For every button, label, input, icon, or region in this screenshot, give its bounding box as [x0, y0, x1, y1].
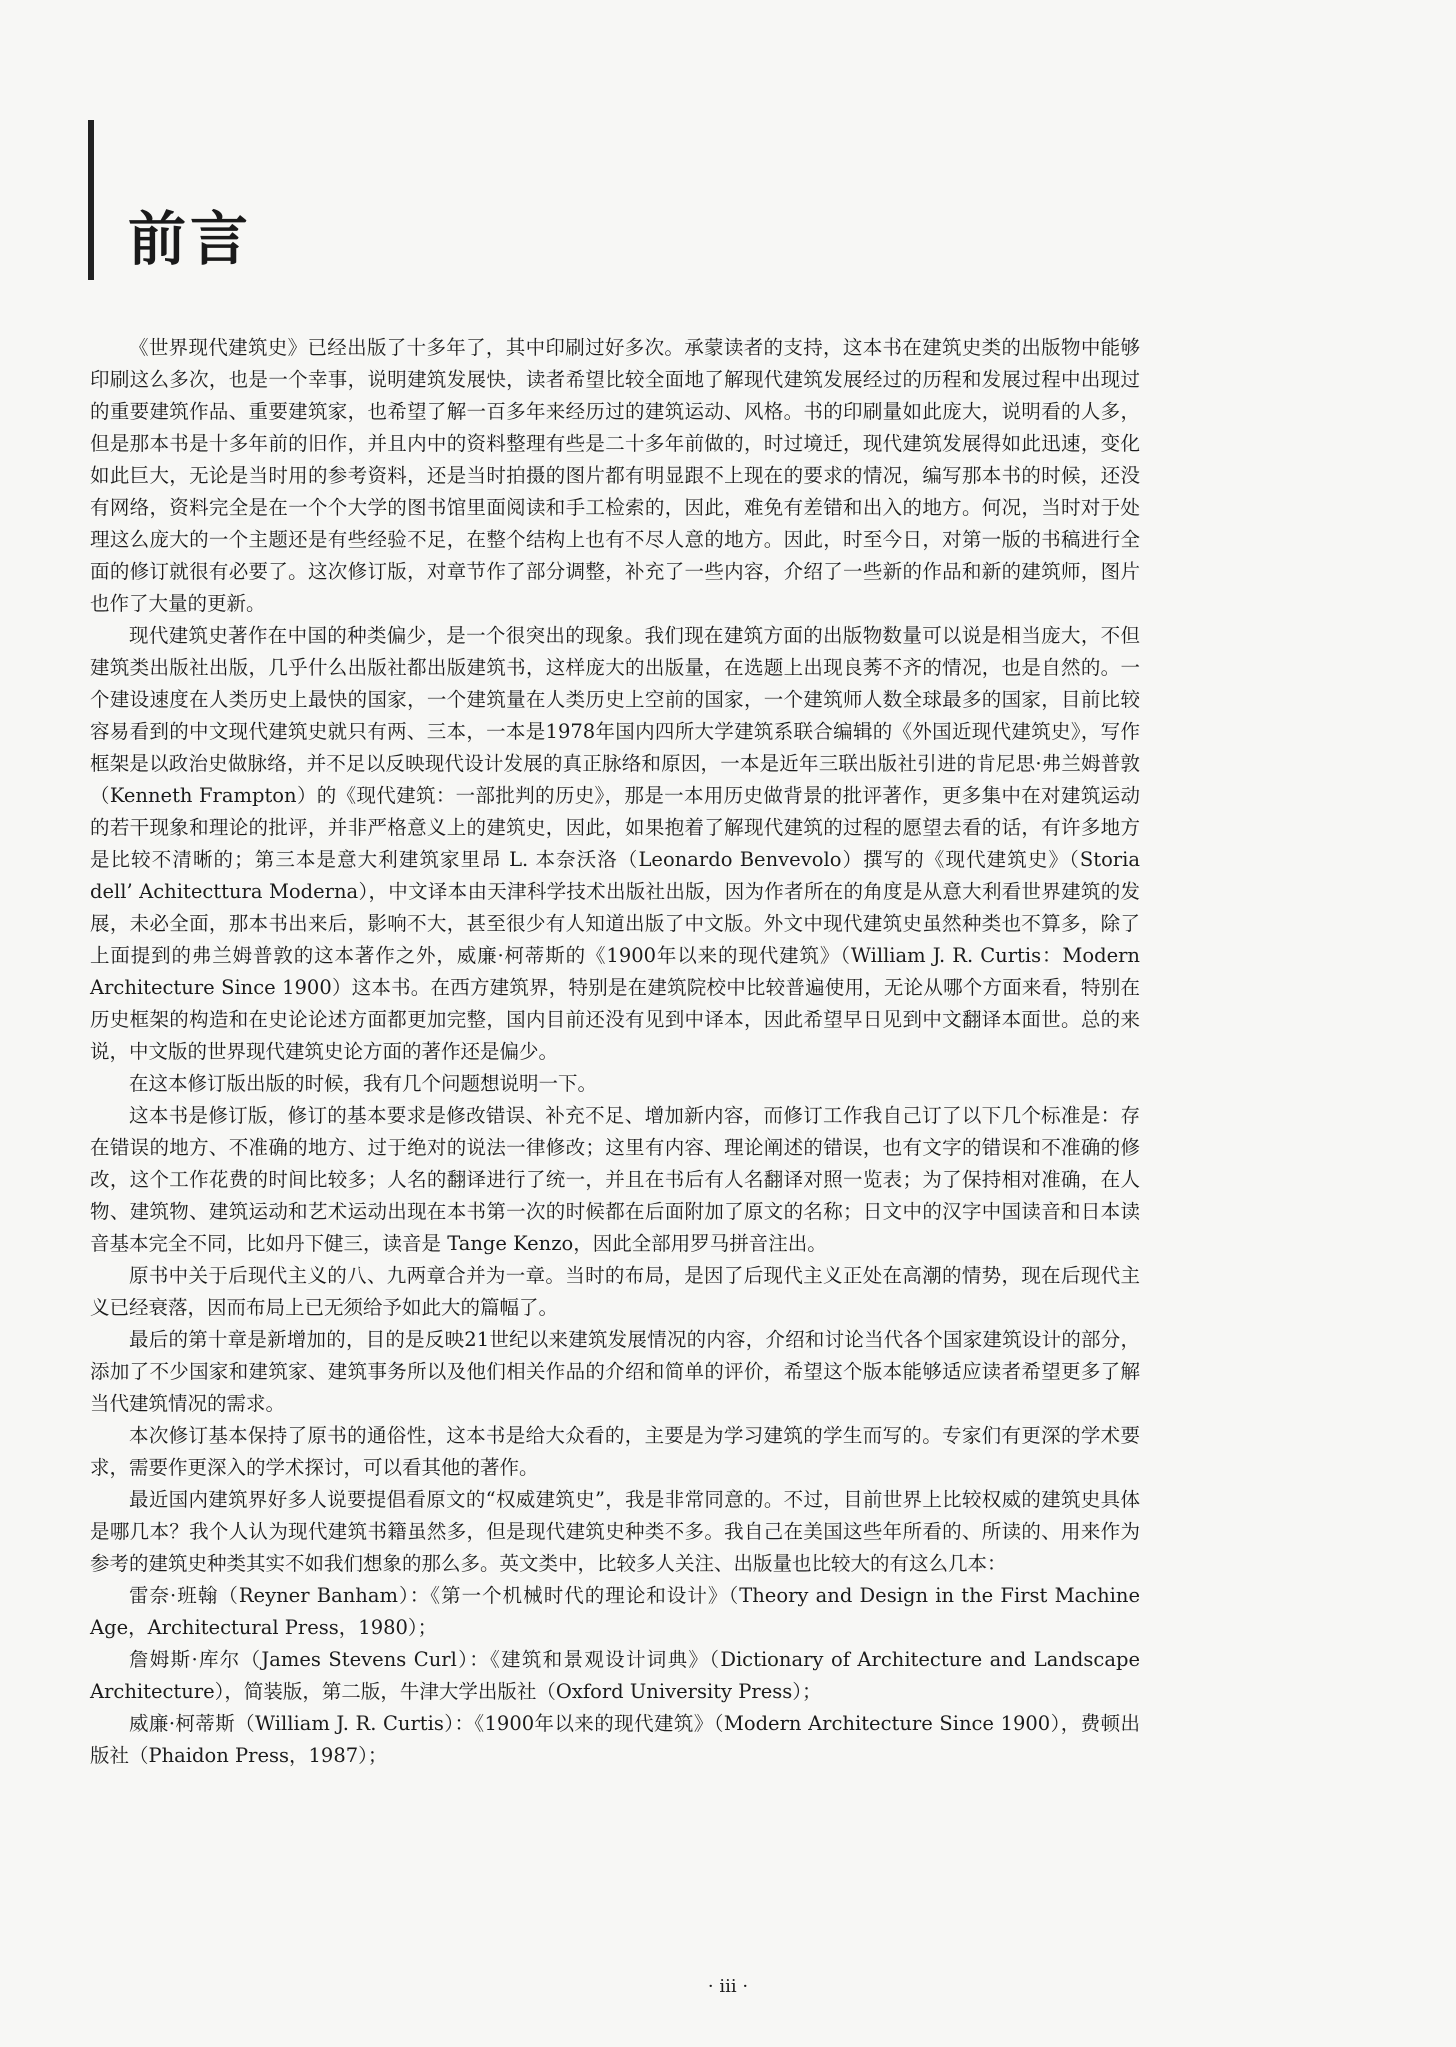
paragraph-2: 现代建筑史著作在中国的种类偏少，是一个很突出的现象。我们现在建筑方面的出版物数量可以说是相当庞大，不但建筑类出版社出版，几乎什么出版社都出版建筑书，这样庞大的出版量，在选题上出现良莠不齐的情况，也是自然的。一个建设速度在人类历史上最快的国家，一个建筑量在人类历史上空前的国家，一个建筑师人数全球最多的国家，目前比较容易看到的中文现代建筑史就只有两、三本，一本是1978年国内四所大学建筑系联合编辑的《外国近现代建筑史》，写作框架是以政治史做脉络，并不足以反映现代设计发展的真正脉络和原因，一本是近年三联出版社引进的肯尼思·弗兰姆普敦（Kenneth Frampton）的《现代建筑：一部批判的历史》，那是一本用历史做背景的批评著作，更多集中在对建筑运动的若干现象和理论的批评，并非严格意义上的建筑史，因此，如果抱着了解现代建筑的过程的愿望去看的话，有许多地方是比较不清晰的；第三本是意大利建筑家里昂 L. 本奈沃洛（Leonardo Benvevolo）撰写的《现代建筑史》（Storia dell’ Achitecttura Moderna），中文译本由天津科学技术出版社出版，因为作者所在的角度是从意大利看世界建筑的发展，未必全面，那本书出来后，影响不大，甚至很少有人知道出版了中文版。外文中现代建筑史虽然种类也不算多，除了上面提到的弗兰姆普敦的这本著作之外，威廉·柯蒂斯的《1900年以来的现代建筑》（William J. R. Curtis：Modern Architecture Since 1900）这本书。在西方建筑界，特别是在建筑院校中比较普遍使用，无论从哪个方面来看，特别在历史框架的构造和在史论论述方面都更加完整，国内目前还没有见到中译本，因此希望早日见到中文翻译本面世。总的来说，中文版的世界现代建筑史论方面的著作还是偏少。: [90, 624, 1140, 1063]
paragraph-3: 在这本修订版出版的时候，我有几个问题想说明一下。: [129, 1072, 598, 1095]
paragraph-8: 最近国内建筑界好多人说要提倡看原文的“权威建筑史”，我是非常同意的。不过，目前世界上比较权威的建筑史具体是哪几本？我个人认为现代建筑书籍虽然多，但是现代建筑史种类不多。我自己在美国这些年所看的、所读的、用来作为参考的建筑史种类其实不如我们想象的那么多。英文类中，比较多人关注、出版量也比较大的有这么几本：: [90, 1488, 1140, 1575]
page-number: · iii ·: [707, 1976, 749, 1997]
paragraph-5: 原书中关于后现代主义的八、九两章合并为一章。当时的布局，是因了后现代主义正处在高潮的情势，现在后现代主义已经衰落，因而布局上已无须给予如此大的篇幅了。: [90, 1264, 1140, 1319]
paragraph-6: 最后的第十章是新增加的，目的是反映21世纪以来建筑发展情况的内容，介绍和讨论当代各个国家建筑设计的部分，添加了不少国家和建筑家、建筑事务所以及他们相关作品的介绍和简单的评价，希望这个版本能够适应读者希望更多了解当代建筑情况的需求。: [90, 1328, 1140, 1415]
reference-curtis: 威廉·柯蒂斯（William J. R. Curtis）：《1900年以来的现代建筑》（Modern Architecture Since 1900），费顿出版社（Phaidon Press，1987）；: [90, 1712, 1140, 1767]
reference-curl: 詹姆斯·库尔（James Stevens Curl）：《建筑和景观设计词典》（Dictionary of Architecture and Landscape Architecture），简装版，第二版，牛津大学出版社（Oxford University Press）；: [90, 1648, 1140, 1703]
reference-banham: 雷奈·班翰（Reyner Banham）：《第一个机械时代的理论和设计》（Theory and Design in the First Machine Age，Architectural Press，1980）；: [90, 1584, 1140, 1639]
paragraph-1: 《世界现代建筑史》已经出版了十多年了，其中印刷过好多次。承蒙读者的支持，这本书在建筑史类的出版物中能够印刷这么多次，也是一个幸事，说明建筑发展快，读者希望比较全面地了解现代建筑发展经过的历程和发展过程中出现过的重要建筑作品、重要建筑家，也希望了解一百多年来经历过的建筑运动、风格。书的印刷量如此庞大，说明看的人多，但是那本书是十多年前的旧作，并且内中的资料整理有些是二十多年前做的，时过境迁，现代建筑发展得如此迅速，变化如此巨大，无论是当时用的参考资料，还是当时拍摄的图片都有明显跟不上现在的要求的情况，编写那本书的时候，还没有网络，资料完全是在一个个大学的图书馆里面阅读和手工检索的，因此，难免有差错和出入的地方。何况，当时对于处理这么庞大的一个主题还是有些经验不足，在整个结构上也有不尽人意的地方。因此，时至今日，对第一版的书稿进行全面的修订就很有必要了。这次修订版，对章节作了部分调整，补充了一些内容，介绍了一些新的作品和新的建筑师，图片也作了大量的更新。: [90, 336, 1140, 615]
body-text: [90, 332, 1140, 1772]
paragraph-4: 这本书是修订版，修订的基本要求是修改错误、补充不足、增加新内容，而修订工作我自己订了以下几个标准是：存在错误的地方、不准确的地方、过于绝对的说法一律修改；这里有内容、理论阐述的错误，也有文字的错误和不准确的修改，这个工作花费的时间比较多；人名的翻译进行了统一，并且在书后有人名翻译对照一览表；为了保持相对准确，在人物、建筑物、建筑运动和艺术运动出现在本书第一次的时候都在后面附加了原文的名称；日文中的汉字中国读音和日本读音基本完全不同，比如丹下健三，读音是 Tange Kenzo，因此全部用罗马拼音注出。: [90, 1104, 1140, 1255]
page-title: 前言: [128, 205, 253, 273]
paragraph-7: 本次修订基本保持了原书的通俗性，这本书是给大众看的，主要是为学习建筑的学生而写的。专家们有更深的学术要求，需要作更深入的学术探讨，可以看其他的著作。: [90, 1424, 1140, 1479]
heading-accent-bar: [88, 120, 94, 280]
